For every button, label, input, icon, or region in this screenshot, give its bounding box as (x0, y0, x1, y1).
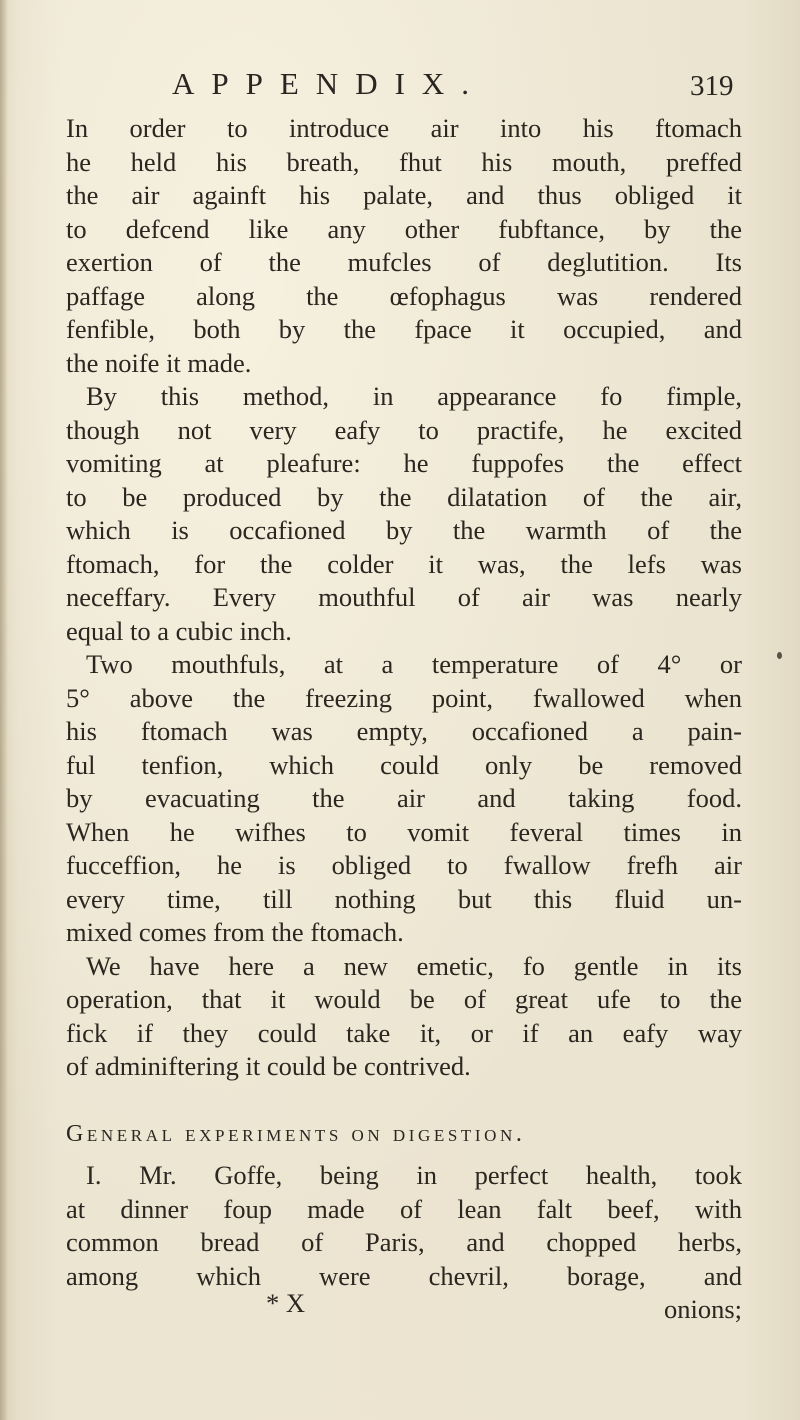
text-line: his ftomach was empty, occafioned a pain- (66, 716, 742, 746)
text-line: neceffary. Every mouthful of air was nearly (66, 582, 742, 612)
text-line: In order to introduce air into his ftomach (66, 113, 742, 143)
text-line: to be produced by the dilatation of the air, (66, 481, 742, 512)
text-line: by evacuating the air and taking food. (66, 783, 742, 813)
text-line: ftomach, for the colder it was, the lefs was (66, 548, 742, 579)
page-number: 319 (690, 70, 734, 102)
catchword: onions; (663, 1294, 742, 1324)
text-line: equal to a cubic inch. (66, 615, 292, 646)
text-line: fick if they could take it, or if an eafy way (66, 1017, 742, 1048)
text-line: though not very eafy to practife, he excited (66, 414, 742, 445)
text-line: vomiting at pleafure: he fuppofes the effect (66, 448, 742, 478)
signature-mark: * X (266, 1288, 306, 1318)
text-line: paffage along the œfophagus was rendered (66, 280, 742, 311)
ink-speck (777, 652, 782, 659)
text-line: I. Mr. Goffe, being in perfect health, took (86, 1160, 742, 1190)
text-line: which is occafioned by the warmth of the (66, 515, 742, 545)
paragraph-2 (66, 380, 742, 648)
text-line: exertion of the mufcles of deglutition. Its (66, 247, 742, 277)
body-text (66, 112, 742, 1327)
text-line: common bread of Paris, and chopped herbs, (66, 1227, 742, 1257)
page-footer (66, 1288, 742, 1327)
text-line: We have here a new emetic, fo gentle in its (86, 950, 742, 981)
text-line: Two mouthfuls, at a temperature of 4° or (86, 649, 742, 679)
text-line: fenfible, both by the fpace it occupied, and (66, 314, 742, 344)
text-line: at dinner foup made of lean falt beef, with (66, 1193, 742, 1224)
text-line: mixed comes from the ftomach. (66, 917, 404, 947)
section-heading-text: General experiments on digestion. (66, 1120, 526, 1147)
text-line: When he wifhes to vomit feveral times in (66, 816, 742, 847)
paragraph-3 (66, 648, 742, 950)
text-line: every time, till nothing but this fluid un- (66, 883, 742, 914)
text-line: the noife it made. (66, 347, 252, 378)
text-line: ful tenfion, which could only be removed (66, 749, 742, 780)
paragraph-1 (66, 112, 742, 380)
text-line: he held his breath, fhut his mouth, preffed (66, 146, 742, 177)
text-line: among which were chevril, borage, and (66, 1260, 742, 1291)
running-head: APPENDIX. (172, 66, 487, 101)
text-line: to defcend like any other fubftance, by the (66, 213, 742, 244)
paragraph-4 (66, 950, 742, 1084)
page-gutter-shadow (0, 0, 8, 1420)
text-line: the air againft his palate, and thus obliged it (66, 180, 742, 210)
text-line: 5° above the freezing point, fwallowed when (66, 682, 742, 713)
section-heading (66, 1118, 742, 1152)
text-line: fucceffion, he is obliged to fwallow frefh air (66, 850, 742, 880)
text-line: operation, that it would be of great ufe to the (66, 984, 742, 1014)
text-line: of adminiftering it could be contrived. (66, 1051, 471, 1081)
text-line: By this method, in appearance fo fimple, (86, 381, 742, 411)
paragraph-5 (66, 1159, 742, 1293)
